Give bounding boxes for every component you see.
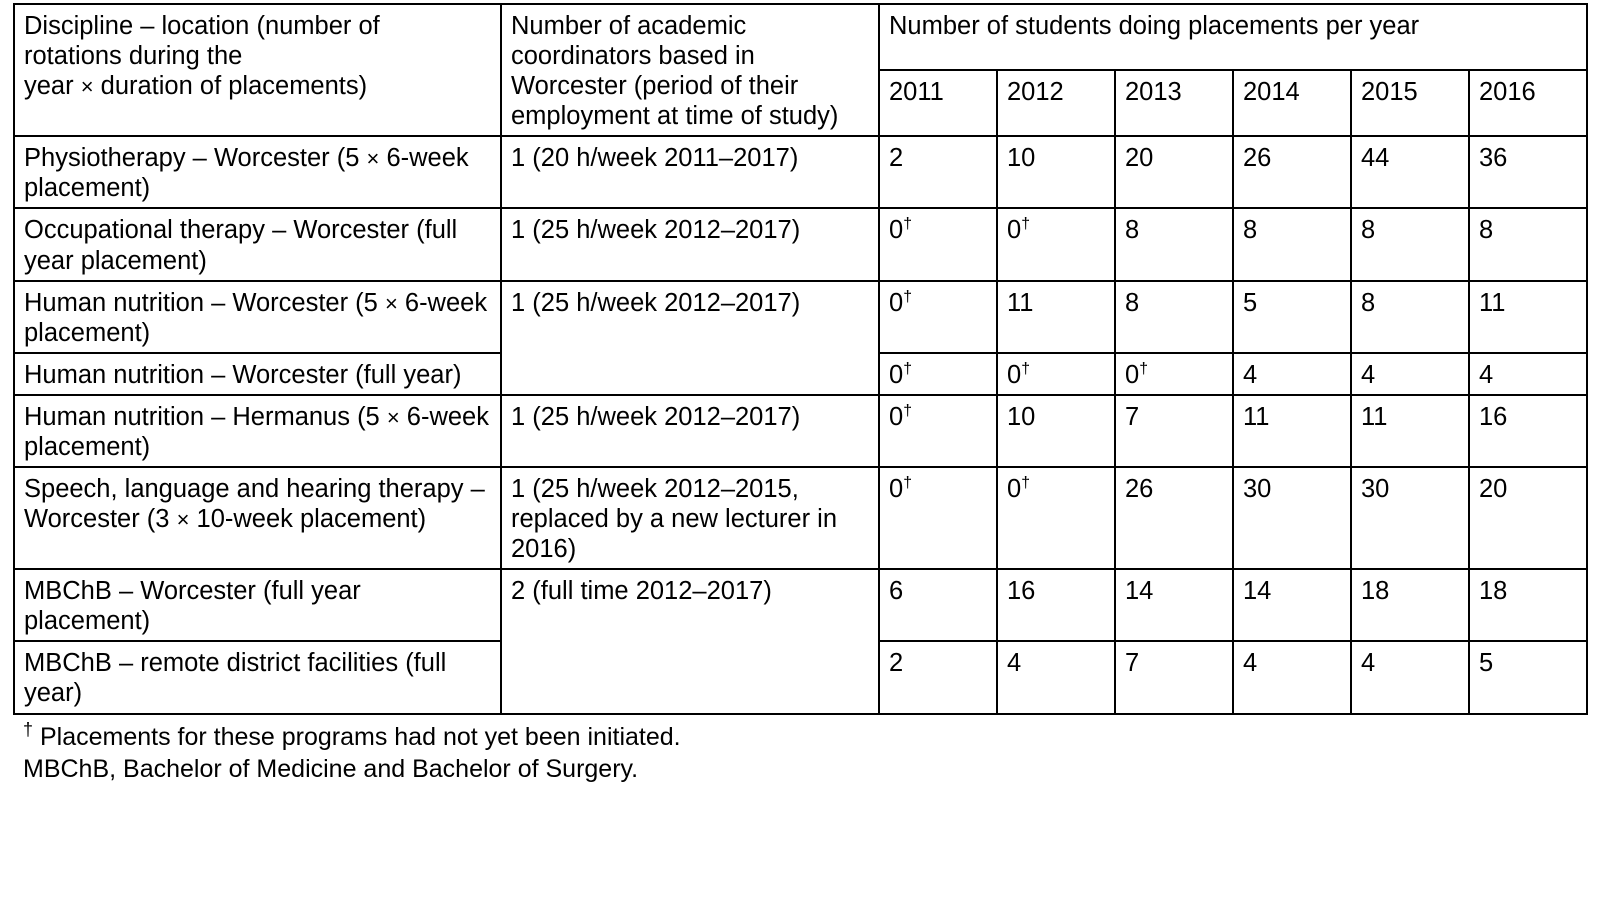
cell-discipline (14, 281, 501, 353)
student-count-value: 0 (1007, 360, 1022, 389)
cell-students-count (1233, 569, 1351, 641)
cell-students-count (997, 569, 1115, 641)
cell-students-count (997, 353, 1115, 395)
dagger-marker-icon: † (903, 215, 912, 233)
cell-coordinators: 1 (25 h/week 2012–2015, replaced by a new lecturer in 2016) (501, 467, 879, 569)
student-count-value: 0 (889, 475, 904, 504)
cell-students-count (1115, 641, 1233, 713)
student-count-value: 4 (1361, 649, 1376, 678)
student-count-value: 16 (1007, 577, 1036, 606)
cell-students-count (1351, 569, 1469, 641)
cell-coordinators: 1 (25 h/week 2012–2017) (501, 395, 879, 467)
dagger-marker-icon: † (903, 402, 912, 420)
cell-students-count (997, 395, 1115, 467)
discipline-text-pre: Human nutrition – Worcester (5 (24, 288, 385, 317)
discipline-text-post: 6-week placement) (24, 402, 489, 461)
header-year-2015: 2015 (1351, 70, 1469, 136)
discipline-text-pre: MBChB – remote district facilities (full year) (24, 649, 447, 708)
student-count-value: 30 (1361, 475, 1390, 504)
cell-students-count (1351, 136, 1469, 208)
header-year-2013: 2013 (1115, 70, 1233, 136)
cell-coordinators: 1 (20 h/week 2011–2017) (501, 136, 879, 208)
student-count-value: 8 (1361, 288, 1376, 317)
header-discipline-line3a: year (24, 72, 81, 101)
table-footnotes (13, 721, 1588, 786)
cell-students-count (1233, 395, 1351, 467)
student-count-value: 16 (1479, 402, 1508, 431)
cell-coordinators: 2 (full time 2012–2017) (501, 569, 879, 713)
dagger-marker-icon: † (903, 360, 912, 378)
cell-discipline (14, 467, 501, 569)
cell-discipline (14, 395, 501, 467)
header-discipline-line3b: duration of placements) (93, 72, 368, 101)
cell-students-count (879, 353, 997, 395)
table-row (14, 569, 1587, 641)
multiplication-sign-icon: × (386, 404, 400, 430)
student-count-value: 11 (1361, 402, 1388, 431)
student-count-value: 7 (1125, 649, 1140, 678)
dagger-marker-icon: † (1021, 215, 1030, 233)
table-row (14, 208, 1587, 280)
cell-students-count (997, 467, 1115, 569)
header-students-group: Number of students doing placements per year (879, 4, 1587, 70)
header-discipline-line2: rotations during the (24, 42, 243, 71)
student-count-value: 10 (1007, 144, 1036, 173)
multiplication-sign-icon: × (176, 507, 190, 533)
cell-students-count (879, 208, 997, 280)
cell-students-count (1115, 136, 1233, 208)
cell-students-count (879, 281, 997, 353)
student-count-value: 26 (1243, 144, 1272, 173)
student-count-value: 5 (1479, 649, 1494, 678)
cell-discipline (14, 353, 501, 395)
dagger-symbol-icon: † (23, 719, 34, 740)
student-count-value: 4 (1243, 360, 1258, 389)
cell-discipline (14, 208, 501, 280)
cell-students-count (1469, 281, 1587, 353)
cell-students-count (1115, 467, 1233, 569)
student-count-value: 8 (1125, 288, 1140, 317)
cell-students-count (1469, 208, 1587, 280)
cell-students-count (1469, 136, 1587, 208)
student-count-value: 4 (1479, 360, 1494, 389)
cell-students-count (1351, 208, 1469, 280)
header-year-2011: 2011 (879, 70, 997, 136)
cell-discipline (14, 641, 501, 713)
cell-students-count (1351, 467, 1469, 569)
student-count-value: 0 (889, 288, 904, 317)
multiplication-sign-icon: × (80, 74, 94, 100)
student-count-value: 2 (889, 144, 904, 173)
discipline-text-post: 10-week placement) (189, 505, 427, 534)
cell-students-count (1115, 395, 1233, 467)
discipline-text-post: 6-week placement) (24, 144, 469, 203)
cell-students-count (997, 281, 1115, 353)
discipline-text-pre: MBChB – Worcester (full year placement) (24, 577, 361, 636)
cell-students-count (1233, 353, 1351, 395)
student-count-value: 0 (889, 216, 904, 245)
student-count-value: 4 (1007, 649, 1022, 678)
student-count-value: 14 (1125, 577, 1154, 606)
cell-students-count (879, 395, 997, 467)
cell-students-count (1351, 395, 1469, 467)
cell-students-count (1469, 467, 1587, 569)
cell-students-count (1469, 353, 1587, 395)
footnote-abbreviation: MBChB, Bachelor of Medicine and Bachelor of Surgery. (23, 755, 639, 784)
cell-students-count (1115, 353, 1233, 395)
cell-students-count (1469, 641, 1587, 713)
student-count-value: 8 (1361, 216, 1376, 245)
student-count-value: 26 (1125, 475, 1154, 504)
dagger-marker-icon: † (1021, 360, 1030, 378)
cell-students-count (1469, 569, 1587, 641)
cell-students-count (1469, 395, 1587, 467)
student-count-value: 11 (1243, 402, 1270, 431)
student-count-value: 0 (889, 360, 904, 389)
student-count-value: 18 (1361, 577, 1390, 606)
multiplication-sign-icon: × (366, 146, 380, 172)
student-count-value: 0 (1125, 360, 1140, 389)
student-count-value: 4 (1243, 649, 1258, 678)
cell-students-count (879, 467, 997, 569)
cell-students-count (997, 136, 1115, 208)
dagger-marker-icon: † (903, 474, 912, 492)
discipline-text-pre: Physiotherapy – Worcester (5 (24, 144, 367, 173)
header-discipline-line1: Discipline – location (number of (24, 12, 380, 40)
cell-students-count (997, 641, 1115, 713)
cell-students-count (1115, 281, 1233, 353)
header-discipline (14, 4, 501, 136)
student-count-value: 20 (1125, 144, 1154, 173)
cell-students-count (1233, 467, 1351, 569)
footnote-dagger (23, 721, 1588, 754)
student-count-value: 10 (1007, 402, 1036, 431)
student-count-value: 6 (889, 577, 904, 606)
cell-discipline (14, 136, 501, 208)
placements-table (13, 3, 1588, 715)
cell-students-count (879, 569, 997, 641)
student-count-value: 14 (1243, 577, 1272, 606)
table-row (14, 281, 1587, 353)
cell-discipline (14, 569, 501, 641)
cell-students-count (1115, 569, 1233, 641)
cell-students-count (1233, 281, 1351, 353)
cell-students-count (1351, 353, 1469, 395)
header-year-2012: 2012 (997, 70, 1115, 136)
cell-students-count (1233, 208, 1351, 280)
cell-students-count (1233, 641, 1351, 713)
dagger-marker-icon: † (1139, 360, 1148, 378)
discipline-text-pre: Occupational therapy – Worcester (full year placement) (24, 216, 458, 275)
cell-students-count (997, 208, 1115, 280)
table-body (14, 136, 1587, 713)
cell-coordinators: 1 (25 h/week 2012–2017) (501, 208, 879, 280)
student-count-value: 36 (1479, 144, 1508, 173)
student-count-value: 2 (889, 649, 904, 678)
multiplication-sign-icon: × (384, 290, 398, 316)
footnote-dagger-text: Placements for these programs had not yet been initiated. (33, 722, 681, 751)
student-count-value: 4 (1361, 360, 1376, 389)
student-count-value: 8 (1479, 216, 1494, 245)
header-year-2014: 2014 (1233, 70, 1351, 136)
student-count-value: 8 (1243, 216, 1258, 245)
table-row (14, 467, 1587, 569)
discipline-text-pre: Human nutrition – Worcester (full year) (24, 360, 462, 389)
student-count-value: 0 (1007, 475, 1022, 504)
student-count-value: 5 (1243, 288, 1258, 317)
discipline-text-pre: Human nutrition – Hermanus (5 (24, 402, 387, 431)
student-count-value: 20 (1479, 475, 1508, 504)
discipline-text-pre: Speech, language and hearing therapy – Worcester (3 (24, 475, 485, 534)
cell-students-count (879, 136, 997, 208)
dagger-marker-icon: † (903, 288, 912, 306)
header-row-top (14, 4, 1587, 70)
cell-students-count (879, 641, 997, 713)
student-count-value: 18 (1479, 577, 1508, 606)
cell-students-count (1351, 641, 1469, 713)
student-count-value: 11 (1007, 288, 1034, 317)
header-year-2016: 2016 (1469, 70, 1587, 136)
table-row (14, 136, 1587, 208)
student-count-value: 30 (1243, 475, 1272, 504)
header-coordinators: Number of academic coordinators based in Worcester (period of their employment at time of study) (501, 4, 879, 136)
cell-coordinators: 1 (25 h/week 2012–2017) (501, 281, 879, 395)
table-head (14, 4, 1587, 136)
dagger-marker-icon: † (1021, 474, 1030, 492)
table-row (14, 395, 1587, 467)
student-count-value: 44 (1361, 144, 1390, 173)
discipline-text-post: 6-week placement) (24, 288, 488, 347)
student-count-value: 0 (889, 402, 904, 431)
student-count-value: 8 (1125, 216, 1140, 245)
student-count-value: 0 (1007, 216, 1022, 245)
cell-students-count (1115, 208, 1233, 280)
student-count-value: 7 (1125, 402, 1140, 431)
cell-students-count (1351, 281, 1469, 353)
student-count-value: 11 (1479, 288, 1506, 317)
cell-students-count (1233, 136, 1351, 208)
